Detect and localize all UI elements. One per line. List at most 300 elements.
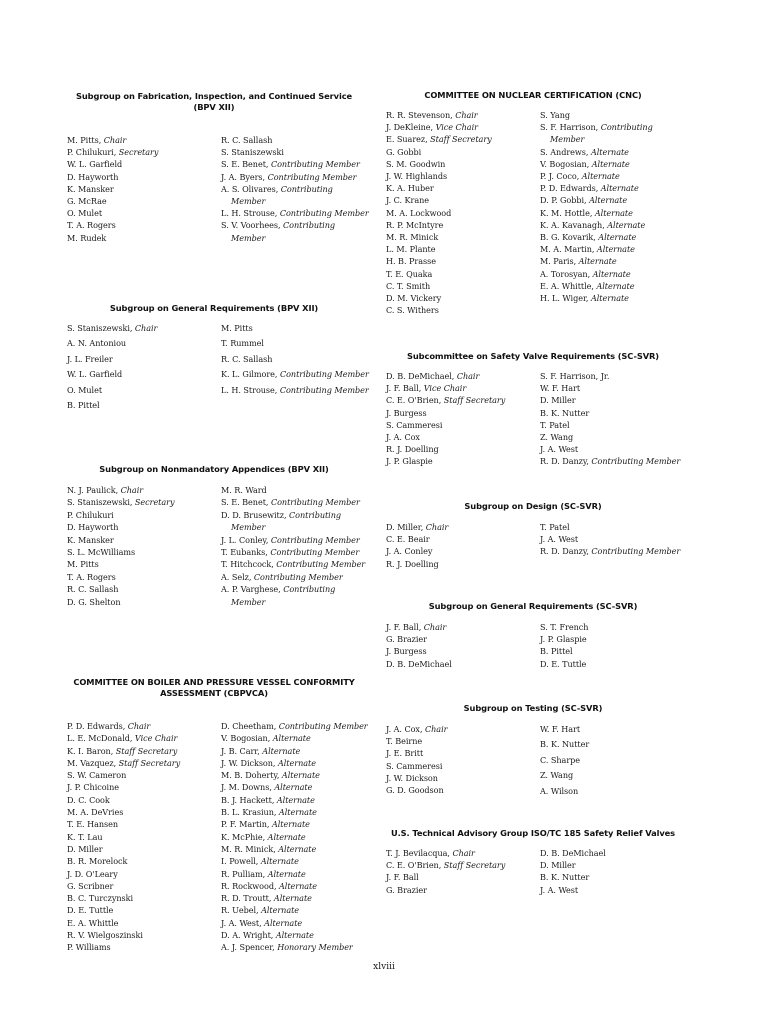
- member-role: Member: [231, 232, 266, 243]
- member-name: M. Paris: [540, 256, 574, 267]
- member-name: R. P. McIntyre: [386, 219, 444, 230]
- member-entry: P. J. Coco, Alternate: [540, 171, 620, 182]
- member-entry: [221, 352, 369, 367]
- member-entry: R. R. Stevenson, Chair: [386, 110, 478, 120]
- right-member-column: [221, 321, 369, 398]
- member-entry: [540, 871, 606, 883]
- member-entry: [386, 158, 492, 170]
- member-name: T. Hitchcock: [221, 559, 272, 570]
- member-role: Contributing Member: [270, 547, 360, 558]
- member-name: T. J. Bevilacqua: [386, 848, 448, 858]
- member-name: N. J. Paulick: [67, 485, 116, 495]
- member-entry: K. L. Gilmore, Contributing Member: [221, 369, 369, 380]
- member-role: Chair: [134, 323, 158, 333]
- member-role: Chair: [425, 522, 449, 532]
- member-entry: [67, 868, 180, 880]
- member-entry: [540, 621, 588, 633]
- member-name: R. J. Doelling: [386, 444, 439, 455]
- member-role: Contributing: [280, 183, 333, 194]
- section-fab: [64, 91, 369, 243]
- member-entry: [67, 158, 158, 170]
- member-entry: J. A. West, Alternate: [221, 917, 303, 928]
- section-title-line: Subgroup on Design (SC-SVR): [464, 501, 602, 511]
- section-title-line: (BPV XII): [193, 102, 235, 112]
- member-entry: J. F. Ball, Vice Chair: [386, 383, 467, 394]
- member-name: M. Vazquez: [67, 757, 114, 768]
- right-member-column: [540, 621, 588, 670]
- member-entry: [540, 768, 589, 783]
- section-title: [383, 828, 683, 839]
- member-name: J. D. O'Leary: [67, 868, 118, 879]
- left-member-column: [67, 720, 180, 954]
- member-name: M. B. Doherty: [221, 770, 277, 781]
- member-name: T. A. Rogers: [67, 220, 116, 231]
- member-name: K. A. Kavanagh: [540, 219, 603, 230]
- member-entry: [386, 146, 492, 158]
- member-name: R. C. Sallash: [67, 584, 119, 595]
- member-name: Z. Wang: [540, 770, 574, 781]
- member-name: I. Powell: [221, 856, 256, 867]
- member-role: Contributing Member: [591, 546, 681, 557]
- member-role-continuation: [221, 521, 365, 533]
- member-entry: [386, 219, 492, 231]
- member-name: D. Miller: [540, 860, 576, 871]
- member-role: Contributing: [283, 584, 336, 595]
- member-entry: I. Powell, Alternate: [221, 856, 299, 867]
- member-role: Staff Secretary: [443, 395, 506, 406]
- member-entry: [540, 370, 680, 382]
- member-name: M. Pitts: [221, 323, 253, 333]
- member-name: P. Williams: [67, 942, 111, 953]
- member-name: P. J. Coco: [540, 171, 577, 182]
- member-name: L. H. Strouse: [221, 384, 275, 395]
- member-name: J. A. Cox: [386, 724, 420, 734]
- member-name: D. A. Wright: [221, 930, 271, 941]
- member-role: Contributing Member: [270, 534, 360, 545]
- member-entry: K. M. Hottle, Alternate: [540, 207, 633, 218]
- member-role: Contributing: [600, 122, 653, 133]
- member-name: D. Hayworth: [67, 171, 119, 182]
- member-entry: [67, 195, 158, 207]
- member-entry: M. Pitts, Chair: [67, 135, 127, 145]
- member-role: Staff Secretary: [118, 757, 181, 768]
- member-role: Member: [231, 196, 266, 207]
- member-name: R. V. Wielgoszinski: [67, 930, 143, 941]
- member-entry: H. L. Wiger, Alternate: [540, 293, 629, 304]
- member-entry: [540, 847, 606, 859]
- member-entry: V. Bogosian, Alternate: [221, 733, 311, 744]
- member-role: Alternate: [278, 843, 317, 854]
- member-name: J. A. West: [221, 917, 260, 928]
- member-name: D. E. Tuttle: [540, 658, 587, 669]
- member-entry: [386, 747, 447, 759]
- member-name: K. L. Gilmore: [221, 369, 275, 380]
- member-entry: S. F. Harrison, Contributing: [540, 122, 653, 133]
- section-tag-iso: [383, 828, 683, 895]
- member-entry: R. D. Troutt, Alternate: [221, 893, 312, 904]
- section-cbpvca: [64, 677, 368, 953]
- member-entry: [386, 772, 447, 784]
- member-entry: [67, 806, 180, 818]
- member-name: K. Mansker: [67, 534, 114, 545]
- member-name: B. L. Krasiun: [221, 807, 274, 818]
- member-entry: D. A. Wright, Alternate: [221, 930, 314, 941]
- member-entry: [540, 753, 589, 768]
- member-name: E. A. Whittle: [67, 917, 119, 928]
- member-name: C. E. Beair: [386, 534, 430, 545]
- member-role: Honorary Member: [277, 942, 353, 953]
- member-entry: [221, 146, 369, 158]
- member-name: S. Andrews: [540, 146, 586, 157]
- member-entry: C. E. O'Brien, Staff Secretary: [386, 395, 506, 406]
- member-entry: [386, 533, 448, 545]
- member-entry: [67, 929, 180, 941]
- member-name: D. E. Tuttle: [67, 905, 114, 916]
- member-name: A. Torosyan: [540, 268, 588, 279]
- member-entry: [221, 484, 365, 496]
- member-name: G. D. Goodson: [386, 785, 444, 796]
- member-entry: [67, 571, 175, 583]
- member-name: R. J. Doelling: [386, 558, 439, 569]
- member-name: A. J. Spencer: [221, 942, 273, 953]
- member-entry: [67, 781, 180, 793]
- member-entry: [386, 170, 492, 182]
- member-name: C. E. O'Brien: [386, 395, 439, 406]
- member-role: Chair: [452, 848, 475, 858]
- left-member-column: [386, 723, 447, 796]
- section-title: [64, 677, 364, 699]
- member-role: Vice Chair: [423, 383, 467, 394]
- member-entry: [67, 769, 180, 781]
- member-entry: D. B. DeMichael, Chair: [386, 371, 480, 381]
- member-entry: [540, 737, 589, 752]
- member-entry: [67, 546, 175, 558]
- member-entry: R. Pulliam, Alternate: [221, 868, 306, 879]
- member-name: R. C. Sallash: [221, 135, 273, 145]
- member-entry: J. A. Byers, Contributing Member: [221, 171, 357, 182]
- member-entry: S. E. Benet, Contributing Member: [221, 159, 360, 170]
- member-role: Alternate: [267, 831, 306, 842]
- member-entry: [540, 859, 606, 871]
- member-name: M. R. Ward: [221, 485, 267, 495]
- member-entry: L. E. McDonald, Vice Chair: [67, 733, 178, 744]
- member-name: G. Scribner: [67, 880, 114, 891]
- member-entry: [386, 455, 505, 467]
- member-role: Vice Chair: [435, 122, 478, 133]
- member-role: Alternate: [279, 880, 317, 891]
- member-name: T. Eubanks: [221, 547, 266, 558]
- member-entry: K. I. Baron, Staff Secretary: [67, 745, 178, 756]
- member-name: K. T. Lau: [67, 831, 103, 842]
- member-role: Alternate: [590, 293, 629, 304]
- member-role: Alternate: [262, 745, 301, 756]
- member-entry: [67, 558, 175, 570]
- member-name: P. Chilukuri: [67, 147, 114, 158]
- member-entry: [540, 419, 680, 431]
- member-role: Alternate: [281, 770, 320, 781]
- member-name: D. Hayworth: [67, 522, 119, 533]
- member-name: D. C. Cook: [67, 794, 110, 805]
- member-entry: [386, 884, 505, 896]
- section-title: [383, 90, 683, 101]
- left-member-column: [386, 521, 448, 570]
- member-entry: [67, 892, 180, 904]
- member-entry: [386, 243, 492, 255]
- member-name: M. A. DeVries: [67, 807, 124, 818]
- member-name: A. N. Antoniou: [67, 338, 127, 349]
- section-cnc: [383, 90, 683, 316]
- section-title-line: Subgroup on Nonmandatory Appendices (BPV XII): [99, 464, 329, 474]
- section-design: [383, 501, 683, 569]
- member-name: R. D. Danzy: [540, 546, 587, 557]
- member-entry: [67, 367, 157, 382]
- member-name: J. F. Ball: [386, 872, 419, 883]
- right-member-column: [540, 370, 680, 468]
- member-name: T. Beirne: [386, 736, 423, 747]
- section-testing: [383, 703, 683, 796]
- member-name: T. E. Quaka: [386, 268, 433, 279]
- section-title-line: Subgroup on General Requirements (BPV XII): [109, 303, 319, 313]
- member-entry: B. L. Krasiun, Alternate: [221, 807, 317, 818]
- member-entry: [386, 407, 505, 419]
- member-role: Contributing Member: [270, 497, 360, 508]
- member-name: R. C. Sallash: [221, 353, 273, 364]
- member-name: R. Pulliam: [221, 868, 263, 879]
- member-name: K. McPhie: [221, 831, 263, 842]
- member-name: J. C. Krane: [386, 195, 430, 206]
- member-entry: [67, 941, 180, 953]
- member-role: Staff Secretary: [443, 860, 506, 871]
- member-name: J. B. Carr: [221, 745, 258, 756]
- member-role: Alternate: [261, 905, 300, 916]
- member-role: Alternate: [581, 171, 620, 182]
- member-name: G. Brazier: [386, 634, 427, 645]
- member-entry: [67, 509, 175, 521]
- member-name: J. A. West: [540, 444, 579, 455]
- section-title: [383, 601, 683, 612]
- member-name: M. A. Lockwood: [386, 207, 452, 218]
- member-name: M. Rudek: [67, 232, 107, 243]
- right-member-column: [221, 134, 369, 244]
- member-name: J. P. Chicoine: [67, 782, 120, 793]
- member-entry: D. D. Brusewitz, Contributing: [221, 509, 342, 520]
- member-name: D. Miller: [67, 843, 103, 854]
- member-name: C. Sharpe: [540, 754, 581, 765]
- member-role: Chair: [103, 135, 127, 145]
- member-entry: M. Paris, Alternate: [540, 256, 617, 267]
- member-role: Contributing Member: [279, 369, 369, 380]
- member-name: D. Miller: [386, 522, 421, 532]
- member-name: J. DeKleine: [386, 122, 431, 133]
- member-entry: [386, 645, 452, 657]
- member-name: D. G. Shelton: [67, 596, 121, 607]
- member-name: R. R. Stevenson: [386, 110, 451, 120]
- member-role: Contributing Member: [253, 571, 343, 582]
- member-name: J. M. Downs: [221, 782, 270, 793]
- member-entry: J. W. Dickson, Alternate: [221, 757, 316, 768]
- member-role: Chair: [120, 485, 144, 495]
- member-name: D. B. DeMichael: [540, 848, 606, 858]
- member-name: R. Uebel: [221, 905, 257, 916]
- member-name: J. F. Ball: [386, 383, 419, 394]
- member-role: Member: [231, 596, 266, 607]
- member-entry: T. Hitchcock, Contributing Member: [221, 559, 366, 570]
- member-name: M. R. Minick: [386, 232, 439, 243]
- section-title: [383, 351, 683, 362]
- member-role: Alternate: [273, 893, 312, 904]
- member-name: G. Brazier: [386, 884, 427, 895]
- member-entry: [386, 255, 492, 267]
- member-name: C. S. Withers: [386, 305, 439, 316]
- member-entry: S. E. Benet, Contributing Member: [221, 497, 360, 508]
- member-entry: [540, 394, 680, 406]
- member-entry: R. Uebel, Alternate: [221, 905, 300, 916]
- member-name: T. Patel: [540, 522, 570, 532]
- member-name: L. E. McDonald: [67, 733, 130, 744]
- member-role: Alternate: [271, 819, 310, 830]
- member-entry: [67, 843, 180, 855]
- member-role: Contributing Member: [591, 456, 681, 467]
- member-name: K. I. Baron: [67, 745, 111, 756]
- member-entry: [386, 280, 492, 292]
- member-name: B. Pittel: [540, 646, 573, 657]
- member-role: Alternate: [591, 158, 630, 169]
- member-name: W. F. Hart: [540, 724, 581, 734]
- member-entry: T. J. Bevilacqua, Chair: [386, 848, 475, 858]
- member-name: A. Selz: [221, 571, 249, 582]
- member-name: V. Bogosian: [540, 158, 587, 169]
- section-title-line: Subcommittee on Safety Valve Requirements (SC-SVR): [406, 351, 660, 361]
- member-name: M. R. Minick: [221, 843, 274, 854]
- member-entry: S. V. Voorhees, Contributing: [221, 220, 336, 231]
- member-entry: [540, 884, 606, 896]
- member-entry: [67, 917, 180, 929]
- member-entry: P. D. Edwards, Alternate: [540, 183, 639, 194]
- member-name: J. Burgess: [386, 646, 427, 657]
- member-entry: B. G. Kovarik, Alternate: [540, 232, 637, 243]
- member-entry: J. A. Cox, Chair: [386, 724, 448, 734]
- member-role: Chair: [455, 110, 478, 120]
- section-title: [383, 703, 683, 714]
- member-entry: [386, 194, 492, 206]
- member-entry: C. E. O'Brien, Staff Secretary: [386, 860, 506, 871]
- member-role-continuation: [221, 195, 369, 207]
- member-role: Alternate: [260, 856, 299, 867]
- member-entry: J. M. Downs, Alternate: [221, 782, 313, 793]
- member-role: Alternate: [589, 195, 628, 206]
- member-name: T. Patel: [540, 419, 570, 430]
- right-member-column: [540, 847, 606, 896]
- member-name: Z. Wang: [540, 432, 574, 443]
- member-entry: [386, 633, 452, 645]
- member-entry: [67, 398, 157, 413]
- member-name: J. W. Highlands: [386, 171, 448, 182]
- member-role: Member: [550, 134, 585, 145]
- member-name: J. L. Conley: [221, 534, 266, 545]
- member-name: V. Bogosian: [221, 733, 268, 744]
- member-name: J. E. Britt: [386, 748, 424, 759]
- section-nonmandatory: [64, 464, 366, 607]
- member-entry: [221, 321, 369, 336]
- member-name: E. A. Whittle: [540, 280, 592, 291]
- member-role: Contributing Member: [279, 384, 369, 395]
- member-role: Alternate: [596, 244, 635, 255]
- member-name: L. M. Plante: [386, 244, 436, 255]
- member-role: Contributing Member: [278, 721, 368, 731]
- member-name: B. K. Nutter: [540, 407, 590, 418]
- member-entry: [67, 583, 175, 595]
- member-role: Alternate: [275, 930, 314, 941]
- member-name: S. M. Goodwin: [386, 158, 446, 169]
- member-entry: [386, 658, 452, 670]
- member-entry: M. A. Martin, Alternate: [540, 244, 635, 255]
- member-entry: L. H. Strouse, Contributing Member: [221, 208, 369, 219]
- member-name: S. F. Harrison, Jr.: [540, 371, 610, 381]
- member-name: B. J. Hackett: [221, 794, 272, 805]
- member-entry: [67, 596, 175, 608]
- member-entry: M. Vazquez, Staff Secretary: [67, 757, 181, 768]
- member-name: B. G. Kovarik: [540, 232, 594, 243]
- member-name: D. Miller: [540, 395, 576, 406]
- member-name: D. Cheetham: [221, 721, 274, 731]
- member-name: J. A. Cox: [386, 432, 420, 443]
- member-entry: M. B. Doherty, Alternate: [221, 770, 320, 781]
- section-title-line: ASSESSMENT (CBPVCA): [160, 688, 268, 698]
- member-name: S. Staniszewski: [221, 147, 284, 158]
- member-entry: [67, 818, 180, 830]
- member-entry: [386, 182, 492, 194]
- member-name: K. A. Huber: [386, 183, 434, 194]
- section-title-line: COMMITTEE ON BOILER AND PRESSURE VESSEL CONFORMITY: [73, 677, 355, 687]
- member-name: B. C. Turczynski: [67, 893, 134, 904]
- member-name: R. D. Troutt: [221, 893, 269, 904]
- member-entry: [67, 183, 158, 195]
- member-entry: [67, 534, 175, 546]
- member-name: E. Suarez: [386, 134, 426, 145]
- member-entry: [386, 558, 448, 570]
- member-name: A. Wilson: [540, 785, 579, 796]
- member-name: S. F. Harrison: [540, 122, 596, 133]
- member-name: J. A. West: [540, 534, 579, 545]
- member-name: H. B. Prasse: [386, 256, 436, 267]
- right-member-column: [540, 521, 680, 558]
- member-role: Chair: [423, 622, 447, 632]
- member-entry: [386, 268, 492, 280]
- member-entry: D. P. Gobbi, Alternate: [540, 195, 628, 206]
- member-name: S. Yang: [540, 110, 570, 120]
- member-name: B. K. Nutter: [540, 872, 590, 883]
- section-title-line: Subgroup on Fabrication, Inspection, and Continued Service: [75, 91, 353, 101]
- member-name: O. Mulet: [67, 384, 103, 395]
- member-name: S. E. Benet: [221, 159, 266, 170]
- member-entry: K. McPhie, Alternate: [221, 831, 306, 842]
- section-sc-svr: [383, 351, 683, 467]
- member-role: Alternate: [594, 207, 633, 218]
- member-entry: J. L. Conley, Contributing Member: [221, 534, 360, 545]
- left-member-column: [386, 847, 505, 896]
- member-entry: A. Torosyan, Alternate: [540, 268, 631, 279]
- member-name: P. D. Edwards: [67, 721, 123, 731]
- section-title-line: U.S. Technical Advisory Group ISO/TC 185 Safety Relief Valves: [390, 828, 676, 838]
- member-entry: [67, 383, 157, 398]
- member-name: J. A. Byers: [221, 171, 263, 182]
- member-name: G. McRae: [67, 196, 107, 207]
- member-entry: A. Selz, Contributing Member: [221, 571, 343, 582]
- member-entry: [67, 207, 158, 219]
- member-entry: R. Rockwood, Alternate: [221, 880, 317, 891]
- member-entry: R. D. Danzy, Contributing Member: [540, 456, 681, 467]
- member-name: W. L. Garfield: [67, 159, 123, 170]
